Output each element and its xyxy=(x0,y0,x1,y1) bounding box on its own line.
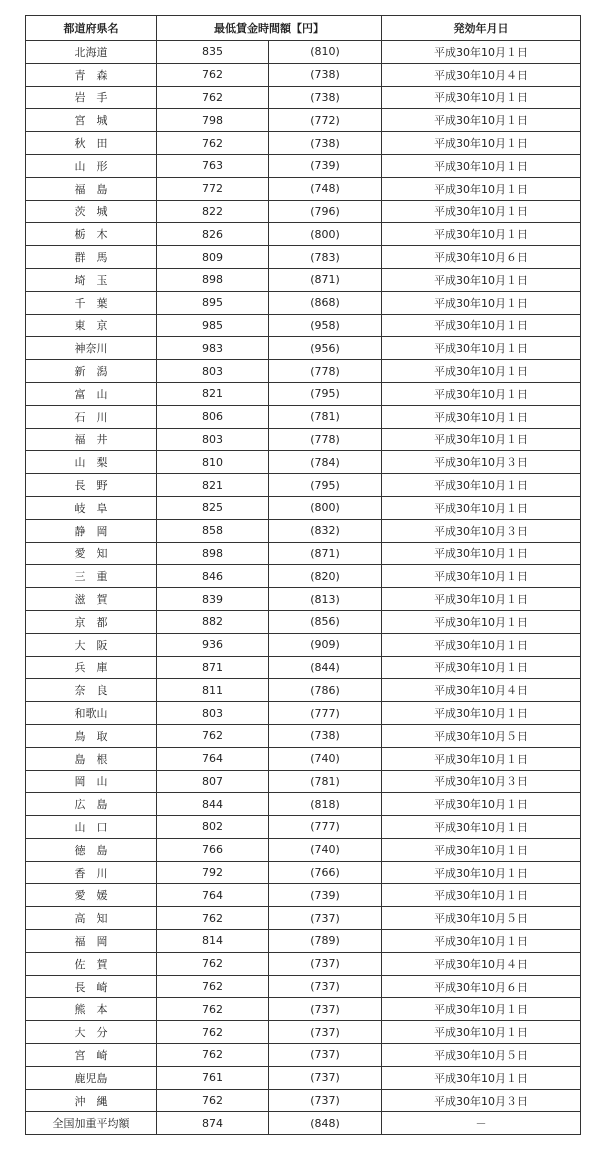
header-date: 発効年月日 xyxy=(382,16,581,41)
prefecture-cell: 北海道 xyxy=(26,41,157,64)
effective-date-cell: 平成30年10月１日 xyxy=(382,633,581,656)
table-row xyxy=(26,861,581,884)
prefecture-cell: 愛 媛 xyxy=(26,884,157,907)
effective-date-cell: 平成30年10月１日 xyxy=(382,223,581,246)
prefecture-cell: 滋 賀 xyxy=(26,588,157,611)
prefecture-cell: 三 重 xyxy=(26,565,157,588)
prefecture-cell: 長 野 xyxy=(26,474,157,497)
table-row xyxy=(26,314,581,337)
wage-cell: 803 xyxy=(157,360,269,383)
effective-date-cell: 平成30年10月１日 xyxy=(382,930,581,953)
wage-cell: 762 xyxy=(157,1021,269,1044)
prefecture-cell: 山 口 xyxy=(26,816,157,839)
previous-wage-cell: (748) xyxy=(269,177,382,200)
effective-date-cell: 平成30年10月１日 xyxy=(382,702,581,725)
previous-wage-cell: (848) xyxy=(269,1112,382,1135)
header-wage: 最低賃金時間額【円】 xyxy=(157,16,382,41)
table-row xyxy=(26,656,581,679)
previous-wage-cell: (868) xyxy=(269,291,382,314)
wage-cell: 762 xyxy=(157,86,269,109)
prefecture-cell: 宮 崎 xyxy=(26,1044,157,1067)
wage-cell: 764 xyxy=(157,884,269,907)
previous-wage-cell: (738) xyxy=(269,86,382,109)
prefecture-cell: 千 葉 xyxy=(26,291,157,314)
effective-date-cell: 平成30年10月４日 xyxy=(382,679,581,702)
effective-date-cell: 平成30年10月１日 xyxy=(382,1066,581,1089)
effective-date-cell: 平成30年10月１日 xyxy=(382,382,581,405)
wage-cell: 814 xyxy=(157,930,269,953)
wage-cell: 898 xyxy=(157,268,269,291)
effective-date-cell: 平成30年10月６日 xyxy=(382,975,581,998)
previous-wage-cell: (789) xyxy=(269,930,382,953)
prefecture-cell: 鳥 取 xyxy=(26,724,157,747)
table-body xyxy=(26,41,581,1135)
table-row xyxy=(26,428,581,451)
effective-date-cell: 平成30年10月１日 xyxy=(382,41,581,64)
wage-cell: 844 xyxy=(157,793,269,816)
prefecture-cell: 秋 田 xyxy=(26,132,157,155)
effective-date-cell: 平成30年10月１日 xyxy=(382,656,581,679)
effective-date-cell: 平成30年10月５日 xyxy=(382,1044,581,1067)
previous-wage-cell: (738) xyxy=(269,724,382,747)
wage-cell: 792 xyxy=(157,861,269,884)
previous-wage-cell: (800) xyxy=(269,496,382,519)
previous-wage-cell: (786) xyxy=(269,679,382,702)
table-row xyxy=(26,975,581,998)
wage-cell: 882 xyxy=(157,610,269,633)
table-row xyxy=(26,200,581,223)
previous-wage-cell: (844) xyxy=(269,656,382,679)
wage-cell: 763 xyxy=(157,154,269,177)
prefecture-cell: 広 島 xyxy=(26,793,157,816)
wage-cell: 807 xyxy=(157,770,269,793)
table-row xyxy=(26,474,581,497)
table-row xyxy=(26,1112,581,1135)
previous-wage-cell: (737) xyxy=(269,1044,382,1067)
prefecture-cell: 沖 縄 xyxy=(26,1089,157,1112)
prefecture-cell: 石 川 xyxy=(26,405,157,428)
wage-cell: 803 xyxy=(157,702,269,725)
table-row xyxy=(26,679,581,702)
table-row xyxy=(26,724,581,747)
effective-date-cell: 平成30年10月１日 xyxy=(382,314,581,337)
table-row xyxy=(26,998,581,1021)
effective-date-cell: 平成30年10月１日 xyxy=(382,86,581,109)
previous-wage-cell: (778) xyxy=(269,428,382,451)
prefecture-cell: 鹿児島 xyxy=(26,1066,157,1089)
effective-date-cell: 平成30年10月５日 xyxy=(382,724,581,747)
wage-cell: 858 xyxy=(157,519,269,542)
effective-date-cell: 平成30年10月１日 xyxy=(382,496,581,519)
table-row xyxy=(26,907,581,930)
effective-date-cell: 平成30年10月１日 xyxy=(382,405,581,428)
effective-date-cell: 平成30年10月１日 xyxy=(382,884,581,907)
previous-wage-cell: (739) xyxy=(269,884,382,907)
table-row xyxy=(26,770,581,793)
prefecture-cell: 大 分 xyxy=(26,1021,157,1044)
wage-cell: 811 xyxy=(157,679,269,702)
effective-date-cell: 平成30年10月１日 xyxy=(382,360,581,383)
wage-cell: 766 xyxy=(157,838,269,861)
previous-wage-cell: (778) xyxy=(269,360,382,383)
previous-wage-cell: (820) xyxy=(269,565,382,588)
header-row xyxy=(26,16,581,41)
prefecture-cell: 福 岡 xyxy=(26,930,157,953)
prefecture-cell: 福 井 xyxy=(26,428,157,451)
table-row xyxy=(26,496,581,519)
effective-date-cell: － xyxy=(382,1112,581,1135)
table-row xyxy=(26,246,581,269)
effective-date-cell: 平成30年10月１日 xyxy=(382,747,581,770)
wage-cell: 764 xyxy=(157,747,269,770)
previous-wage-cell: (739) xyxy=(269,154,382,177)
previous-wage-cell: (783) xyxy=(269,246,382,269)
effective-date-cell: 平成30年10月１日 xyxy=(382,132,581,155)
effective-date-cell: 平成30年10月１日 xyxy=(382,565,581,588)
prefecture-cell: 全国加重平均額 xyxy=(26,1112,157,1135)
effective-date-cell: 平成30年10月１日 xyxy=(382,838,581,861)
effective-date-cell: 平成30年10月４日 xyxy=(382,63,581,86)
previous-wage-cell: (871) xyxy=(269,268,382,291)
wage-cell: 806 xyxy=(157,405,269,428)
table-row xyxy=(26,177,581,200)
previous-wage-cell: (738) xyxy=(269,63,382,86)
prefecture-cell: 宮 城 xyxy=(26,109,157,132)
wage-cell: 762 xyxy=(157,952,269,975)
table-row xyxy=(26,86,581,109)
previous-wage-cell: (871) xyxy=(269,542,382,565)
effective-date-cell: 平成30年10月６日 xyxy=(382,246,581,269)
table-row xyxy=(26,542,581,565)
prefecture-cell: 福 島 xyxy=(26,177,157,200)
table-row xyxy=(26,41,581,64)
prefecture-cell: 神奈川 xyxy=(26,337,157,360)
table-row xyxy=(26,930,581,953)
prefecture-cell: 東 京 xyxy=(26,314,157,337)
prefecture-cell: 愛 知 xyxy=(26,542,157,565)
previous-wage-cell: (781) xyxy=(269,405,382,428)
previous-wage-cell: (777) xyxy=(269,702,382,725)
header-prefecture: 都道府県名 xyxy=(26,16,157,41)
previous-wage-cell: (740) xyxy=(269,747,382,770)
previous-wage-cell: (856) xyxy=(269,610,382,633)
prefecture-cell: 長 崎 xyxy=(26,975,157,998)
previous-wage-cell: (777) xyxy=(269,816,382,839)
prefecture-cell: 静 岡 xyxy=(26,519,157,542)
wage-cell: 839 xyxy=(157,588,269,611)
minimum-wage-table xyxy=(25,15,581,1135)
effective-date-cell: 平成30年10月１日 xyxy=(382,177,581,200)
table-row xyxy=(26,382,581,405)
table-row xyxy=(26,610,581,633)
table-row xyxy=(26,268,581,291)
prefecture-cell: 奈 良 xyxy=(26,679,157,702)
previous-wage-cell: (737) xyxy=(269,1066,382,1089)
wage-cell: 762 xyxy=(157,998,269,1021)
wage-cell: 846 xyxy=(157,565,269,588)
table-row xyxy=(26,1066,581,1089)
wage-cell: 772 xyxy=(157,177,269,200)
table-row xyxy=(26,816,581,839)
previous-wage-cell: (810) xyxy=(269,41,382,64)
table-row xyxy=(26,360,581,383)
table-row xyxy=(26,109,581,132)
previous-wage-cell: (737) xyxy=(269,1021,382,1044)
table-row xyxy=(26,565,581,588)
wage-cell: 762 xyxy=(157,1089,269,1112)
effective-date-cell: 平成30年10月１日 xyxy=(382,588,581,611)
effective-date-cell: 平成30年10月１日 xyxy=(382,610,581,633)
prefecture-cell: 富 山 xyxy=(26,382,157,405)
wage-cell: 835 xyxy=(157,41,269,64)
effective-date-cell: 平成30年10月４日 xyxy=(382,952,581,975)
effective-date-cell: 平成30年10月１日 xyxy=(382,428,581,451)
effective-date-cell: 平成30年10月３日 xyxy=(382,519,581,542)
prefecture-cell: 群 馬 xyxy=(26,246,157,269)
previous-wage-cell: (795) xyxy=(269,382,382,405)
table-row xyxy=(26,291,581,314)
wage-cell: 821 xyxy=(157,474,269,497)
effective-date-cell: 平成30年10月１日 xyxy=(382,474,581,497)
table-row xyxy=(26,63,581,86)
previous-wage-cell: (737) xyxy=(269,975,382,998)
prefecture-cell: 和歌山 xyxy=(26,702,157,725)
wage-cell: 762 xyxy=(157,132,269,155)
wage-cell: 810 xyxy=(157,451,269,474)
wage-cell: 821 xyxy=(157,382,269,405)
prefecture-cell: 山 梨 xyxy=(26,451,157,474)
wage-cell: 936 xyxy=(157,633,269,656)
prefecture-cell: 佐 賀 xyxy=(26,952,157,975)
table-row xyxy=(26,747,581,770)
prefecture-cell: 山 形 xyxy=(26,154,157,177)
table-row xyxy=(26,633,581,656)
table-row xyxy=(26,1044,581,1067)
table-row xyxy=(26,337,581,360)
wage-cell: 898 xyxy=(157,542,269,565)
previous-wage-cell: (800) xyxy=(269,223,382,246)
previous-wage-cell: (784) xyxy=(269,451,382,474)
effective-date-cell: 平成30年10月１日 xyxy=(382,200,581,223)
previous-wage-cell: (956) xyxy=(269,337,382,360)
table-row xyxy=(26,223,581,246)
previous-wage-cell: (813) xyxy=(269,588,382,611)
previous-wage-cell: (737) xyxy=(269,1089,382,1112)
prefecture-cell: 岡 山 xyxy=(26,770,157,793)
table-row xyxy=(26,519,581,542)
wage-cell: 809 xyxy=(157,246,269,269)
wage-cell: 762 xyxy=(157,907,269,930)
table-row xyxy=(26,154,581,177)
wage-cell: 798 xyxy=(157,109,269,132)
effective-date-cell: 平成30年10月１日 xyxy=(382,291,581,314)
effective-date-cell: 平成30年10月１日 xyxy=(382,268,581,291)
previous-wage-cell: (738) xyxy=(269,132,382,155)
effective-date-cell: 平成30年10月１日 xyxy=(382,109,581,132)
wage-cell: 826 xyxy=(157,223,269,246)
table-row xyxy=(26,793,581,816)
table-row xyxy=(26,588,581,611)
table-row xyxy=(26,952,581,975)
previous-wage-cell: (909) xyxy=(269,633,382,656)
wage-cell: 802 xyxy=(157,816,269,839)
effective-date-cell: 平成30年10月１日 xyxy=(382,816,581,839)
effective-date-cell: 平成30年10月１日 xyxy=(382,793,581,816)
table-row xyxy=(26,405,581,428)
prefecture-cell: 埼 玉 xyxy=(26,268,157,291)
effective-date-cell: 平成30年10月１日 xyxy=(382,861,581,884)
effective-date-cell: 平成30年10月１日 xyxy=(382,998,581,1021)
table-row xyxy=(26,1089,581,1112)
wage-cell: 803 xyxy=(157,428,269,451)
previous-wage-cell: (737) xyxy=(269,998,382,1021)
previous-wage-cell: (781) xyxy=(269,770,382,793)
prefecture-cell: 香 川 xyxy=(26,861,157,884)
wage-cell: 822 xyxy=(157,200,269,223)
prefecture-cell: 島 根 xyxy=(26,747,157,770)
previous-wage-cell: (832) xyxy=(269,519,382,542)
effective-date-cell: 平成30年10月３日 xyxy=(382,770,581,793)
prefecture-cell: 岩 手 xyxy=(26,86,157,109)
wage-cell: 761 xyxy=(157,1066,269,1089)
prefecture-cell: 京 都 xyxy=(26,610,157,633)
wage-cell: 762 xyxy=(157,975,269,998)
previous-wage-cell: (958) xyxy=(269,314,382,337)
prefecture-cell: 熊 本 xyxy=(26,998,157,1021)
previous-wage-cell: (737) xyxy=(269,952,382,975)
prefecture-cell: 大 阪 xyxy=(26,633,157,656)
previous-wage-cell: (795) xyxy=(269,474,382,497)
table-row xyxy=(26,1021,581,1044)
prefecture-cell: 岐 阜 xyxy=(26,496,157,519)
previous-wage-cell: (737) xyxy=(269,907,382,930)
table-row xyxy=(26,451,581,474)
prefecture-cell: 兵 庫 xyxy=(26,656,157,679)
previous-wage-cell: (766) xyxy=(269,861,382,884)
effective-date-cell: 平成30年10月１日 xyxy=(382,1021,581,1044)
wage-cell: 762 xyxy=(157,1044,269,1067)
wage-cell: 874 xyxy=(157,1112,269,1135)
effective-date-cell: 平成30年10月３日 xyxy=(382,1089,581,1112)
wage-cell: 825 xyxy=(157,496,269,519)
table-row xyxy=(26,702,581,725)
wage-cell: 871 xyxy=(157,656,269,679)
effective-date-cell: 平成30年10月５日 xyxy=(382,907,581,930)
effective-date-cell: 平成30年10月１日 xyxy=(382,337,581,360)
prefecture-cell: 徳 島 xyxy=(26,838,157,861)
prefecture-cell: 青 森 xyxy=(26,63,157,86)
previous-wage-cell: (772) xyxy=(269,109,382,132)
previous-wage-cell: (740) xyxy=(269,838,382,861)
effective-date-cell: 平成30年10月３日 xyxy=(382,451,581,474)
effective-date-cell: 平成30年10月１日 xyxy=(382,542,581,565)
table-row xyxy=(26,838,581,861)
table-row xyxy=(26,132,581,155)
prefecture-cell: 茨 城 xyxy=(26,200,157,223)
previous-wage-cell: (818) xyxy=(269,793,382,816)
prefecture-cell: 高 知 xyxy=(26,907,157,930)
wage-cell: 762 xyxy=(157,724,269,747)
wage-cell: 895 xyxy=(157,291,269,314)
prefecture-cell: 新 潟 xyxy=(26,360,157,383)
previous-wage-cell: (796) xyxy=(269,200,382,223)
table-row xyxy=(26,884,581,907)
wage-cell: 985 xyxy=(157,314,269,337)
wage-cell: 983 xyxy=(157,337,269,360)
wage-cell: 762 xyxy=(157,63,269,86)
effective-date-cell: 平成30年10月１日 xyxy=(382,154,581,177)
prefecture-cell: 栃 木 xyxy=(26,223,157,246)
